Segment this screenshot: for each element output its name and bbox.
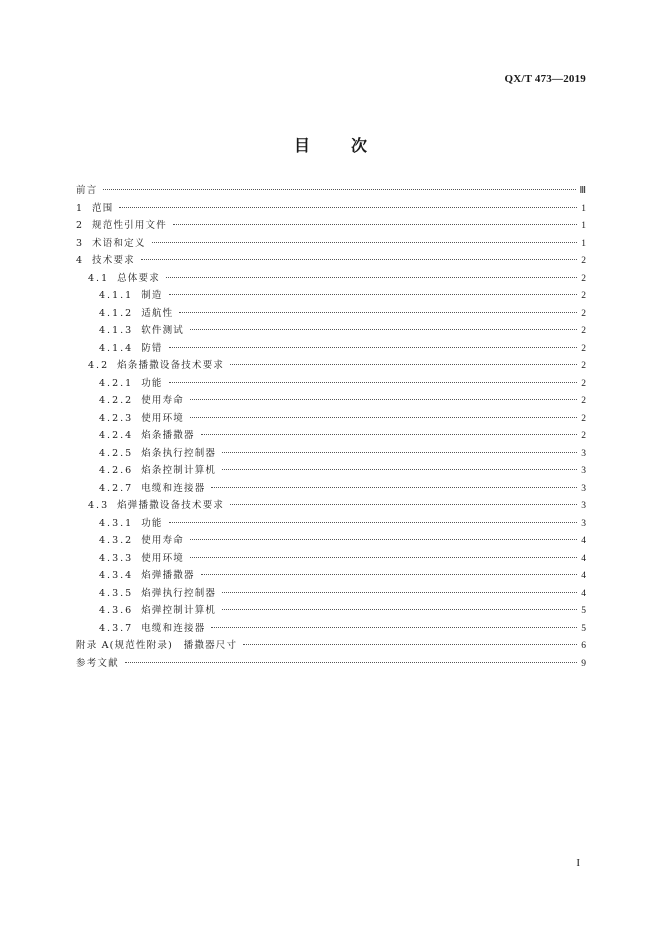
toc-entry-page: 4 (581, 553, 586, 564)
toc-entry-page: 4 (581, 571, 586, 581)
toc-entry-page: 4 (581, 588, 586, 599)
toc-entry-page: 1 (581, 238, 586, 249)
toc-entry-number: 4.2.3 (99, 412, 134, 424)
toc-entry-label: 功能 (141, 517, 163, 529)
toc-leader-dots (119, 197, 577, 208)
toc-entry-number: 4 (76, 255, 85, 266)
toc-entry-number: 4.2.4 (99, 430, 134, 441)
toc-leader-dots (230, 494, 577, 505)
toc-entry-label: 总体要求 (117, 272, 160, 284)
toc-entry-label: 焰条播撒器 (141, 430, 195, 441)
toc-entry-page: 6 (581, 641, 586, 651)
toc-entry-number: 4.3.1 (99, 517, 134, 529)
toc-entry-label: 术语和定义 (92, 237, 146, 249)
toc-entry-label: 前言 (76, 185, 98, 196)
title-right-char: 次 (351, 136, 369, 155)
table-of-contents (76, 182, 586, 672)
toc-entry-label: 焰弹播撒器 (141, 570, 195, 581)
standard-code: QX/T 473—2019 (504, 73, 586, 85)
toc-entry-label: 使用寿命 (141, 395, 184, 406)
toc-entry-page: 2 (581, 326, 586, 336)
toc-entry-page: 9 (581, 658, 586, 669)
toc-entry-number: 4.2 (88, 360, 110, 371)
toc-entry-page: 3 (581, 501, 586, 511)
toc-leader-dots (190, 529, 577, 540)
toc-entry-page: Ⅲ (579, 186, 586, 196)
toc-entry-label: 焰弹控制计算机 (141, 605, 217, 616)
toc-entry-page: 2 (581, 378, 586, 389)
toc-entry-page: 5 (581, 606, 586, 616)
toc-leader-dots (169, 284, 577, 295)
toc-entry-page: 2 (581, 413, 586, 424)
toc-entry-page: 1 (581, 203, 586, 214)
toc-entry-label: 焰条执行控制器 (141, 447, 217, 459)
toc-entry-number: 1 (76, 202, 85, 214)
toc-leader-dots (169, 372, 577, 383)
toc-entry-page: 2 (581, 291, 586, 301)
toc-entry-number: 4.3.2 (99, 535, 134, 546)
toc-leader-dots (190, 319, 577, 330)
toc-entry-number: 4.3 (88, 500, 110, 511)
toc-leader-dots (179, 302, 577, 313)
toc-entry-page: 4 (581, 536, 586, 546)
page-number: I (576, 857, 580, 869)
toc-entry-label: 功能 (141, 377, 163, 389)
toc-entry-number: 4.3.4 (99, 570, 134, 581)
toc-entry-page: 5 (581, 623, 586, 634)
toc-leader-dots (169, 337, 577, 348)
title-left-char: 目 (293, 136, 311, 155)
toc-entry-number: 4.2.6 (99, 465, 134, 476)
toc-leader-dots (222, 459, 577, 470)
toc-entry-page: 3 (581, 448, 586, 459)
toc-entry-label: 防错 (141, 342, 163, 354)
toc-entry-label: 参考文献 (76, 657, 119, 669)
toc-entry-page: 2 (581, 431, 586, 441)
toc-entry-number: 4.1.3 (99, 325, 134, 336)
toc-entry-page: 3 (581, 518, 586, 529)
toc-entry-number: 4.2.5 (99, 447, 134, 459)
toc-entry-number: 4.1.1 (99, 290, 134, 301)
toc-leader-dots (222, 442, 577, 453)
toc-entry-label: 软件测试 (141, 325, 184, 336)
toc-entry-label: 使用寿命 (141, 535, 184, 546)
toc-entry-label: 电缆和连接器 (141, 622, 206, 634)
toc-entry-label: 焰条控制计算机 (141, 465, 217, 476)
toc-entry-number: 4.3.6 (99, 605, 134, 616)
toc-entry-label: 附录 A(规范性附录) 播撒器尺寸 (76, 640, 238, 651)
toc-leader-dots (211, 617, 577, 628)
toc-entry-label: 适航性 (141, 307, 174, 319)
toc-entry-label: 规范性引用文件 (92, 220, 167, 231)
toc-leader-dots (169, 512, 577, 523)
toc-entry-number: 4.1.4 (99, 342, 134, 354)
toc-entry-number: 2 (76, 220, 85, 231)
toc-entry-page: 2 (581, 343, 586, 354)
toc-entry-page: 2 (581, 361, 586, 371)
toc-entry-number: 4.2.2 (99, 395, 134, 406)
toc-leader-dots (211, 477, 577, 488)
toc-leader-dots (190, 407, 577, 418)
toc-leader-dots (230, 354, 577, 365)
toc-entry-number: 3 (76, 237, 85, 249)
toc-entry[interactable] (76, 655, 586, 673)
toc-leader-dots (173, 214, 577, 225)
toc-entry-label: 使用环境 (141, 552, 184, 564)
toc-entry-number: 4.3.3 (99, 552, 134, 564)
toc-entry-page: 2 (581, 308, 586, 319)
toc-entry-label: 范围 (92, 202, 114, 214)
toc-leader-dots (166, 267, 577, 278)
toc-leader-dots (201, 564, 577, 575)
toc-leader-dots (190, 547, 577, 558)
toc-leader-dots (125, 652, 577, 663)
toc-entry-label: 焰条播撒设备技术要求 (117, 360, 225, 371)
toc-entry-page: 1 (581, 221, 586, 231)
toc-entry-page: 3 (581, 483, 586, 494)
toc-entry-page: 3 (581, 466, 586, 476)
toc-entry-number: 4.3.7 (99, 622, 134, 634)
toc-entry-label: 使用环境 (141, 412, 184, 424)
toc-entry-label: 技术要求 (92, 255, 135, 266)
toc-entry-number: 4.1 (88, 272, 110, 284)
toc-leader-dots (243, 634, 577, 645)
toc-leader-dots (201, 424, 577, 435)
toc-entry-page: 2 (581, 396, 586, 406)
toc-leader-dots (141, 249, 577, 260)
toc-leader-dots (222, 582, 577, 593)
toc-entry-label: 电缆和连接器 (141, 482, 206, 494)
toc-entry-number: 4.3.5 (99, 587, 134, 599)
toc-leader-dots (222, 599, 577, 610)
page-title (0, 133, 662, 156)
toc-leader-dots (152, 232, 577, 243)
toc-entry-number: 4.1.2 (99, 307, 134, 319)
toc-entry-label: 焰弹播撒设备技术要求 (117, 500, 225, 511)
toc-leader-dots (190, 389, 577, 400)
toc-entry-label: 制造 (141, 290, 163, 301)
toc-entry-label: 焰弹执行控制器 (141, 587, 217, 599)
toc-entry-number: 4.2.1 (99, 377, 134, 389)
toc-entry-page: 2 (581, 256, 586, 266)
toc-leader-dots (103, 179, 576, 190)
toc-entry-number: 4.2.7 (99, 482, 134, 494)
toc-entry-page: 2 (581, 273, 586, 284)
